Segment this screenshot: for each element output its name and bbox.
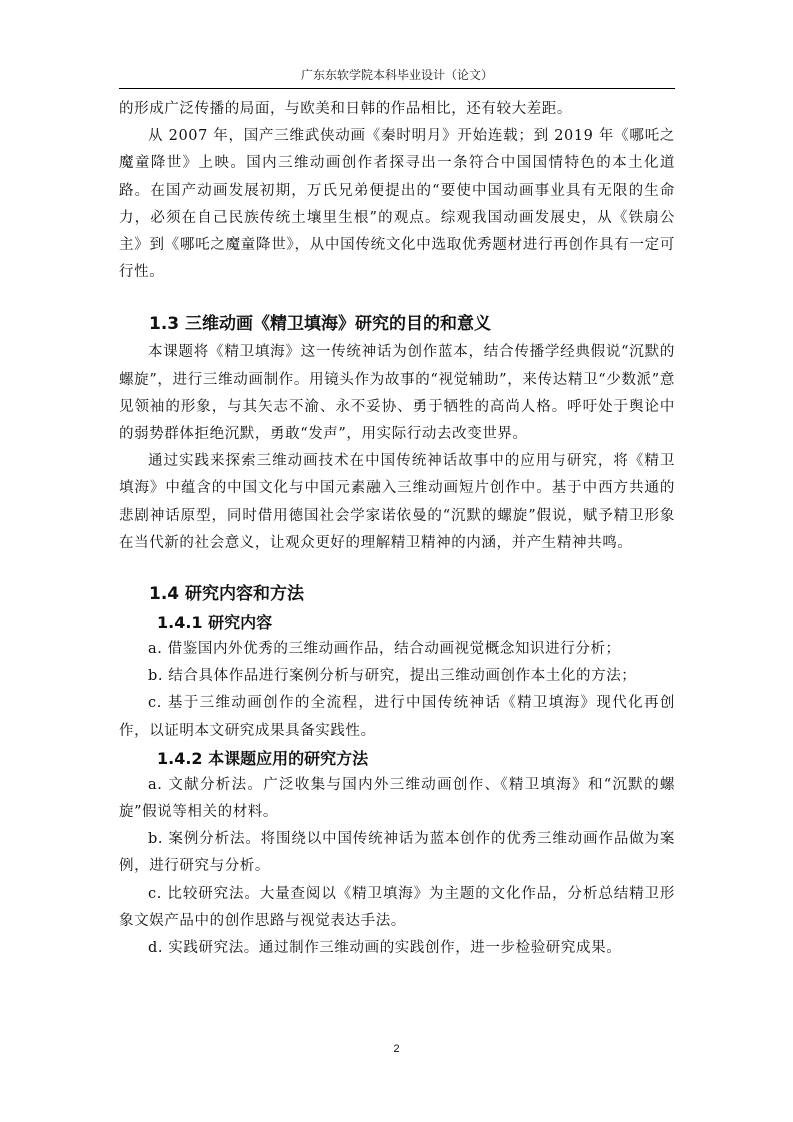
list-item: a. 借鉴国内外优秀的三维动画作品，结合动画视觉概念知识进行分析； (148, 641, 621, 658)
subsection-heading-1-4-1: 1.4.1 研究内容 (157, 613, 273, 633)
paragraph: 通过实践来探索三维动画技术在中国传统神话故事中的应用与研究，将《精卫填海》中蕴含的中国文化与中国元素融入三维动画短片创作中。基于中西方共通的悲剧神话原型，同时借用德国社会学家诺依曼的“沉默的螺旋”假说，赋予精卫形象在当代新的社会意义，让观众更好的理解精卫精神的内涵，并产生精神共鸣。 (119, 453, 675, 551)
running-header: 广东东软学院本科毕业设计（论文） (300, 68, 493, 82)
paragraph: 的形成广泛传播的局面，与欧美和日韩的作品相比，还有较大差距。 (119, 101, 572, 117)
page-body (119, 96, 675, 962)
page-number: 2 (393, 1043, 400, 1055)
paragraph: 从 2007 年，国产三维武侠动画《秦时明月》开始连载；到 2019 年《哪吒之魔童降世》上映。国内三维动画创作者探寻出一条符合中国国情特色的本土化道路。在国产动画发展初期，万氏兄弟便提出的“要使中国动画事业具有无限的生命力，必须在自己民族传统土壤里生根”的观点。综观我国动画发展史，从《铁扇公主》到《哪吒之魔童降世》，从中国传统文化中选取优秀题材进行再创作具有一定可行性。 (119, 128, 675, 281)
section-heading-1-3: 1.3 三维动画《精卫填海》研究的目的和意义 (149, 314, 492, 335)
paragraph: 本课题将《精卫填海》这一传统神话为创作蓝本，结合传播学经典假说“沉默的螺旋”，进行三维动画制作。用镜头作为故事的“视觉辅助”，来传达精卫“少数派”意见领袖的形象，与其矢志不渝、永不妥协、勇于牺牲的高尚人格。呼吁处于舆论中的弱势群体拒绝沉默，勇敢“发声”，用实际行动去改变世界。 (119, 344, 675, 443)
list-item: c. 基于三维动画创作的全流程，进行中国传统神话《精卫填海》现代化再创作，以证明本文研究成果具备实践性。 (119, 695, 675, 739)
list-item: a. 文献分析法。广泛收集与国内外三维动画创作、《精卫填海》和“沉默的螺旋”假说等相关的材料。 (119, 776, 675, 821)
subsection-heading-1-4-2: 1.4.2 本课题应用的研究方法 (157, 748, 369, 768)
list-item: c. 比较研究法。大量查阅以《精卫填海》为主题的文化作品，分析总结精卫形象文娱产品中的创作思路与视觉表达手法。 (119, 885, 675, 929)
header-divider (119, 88, 675, 89)
list-item: b. 案例分析法。将围绕以中国传统神话为蓝本创作的优秀三维动画作品做为案例，进行研究与分析。 (119, 831, 675, 875)
section-heading-1-4: 1.4 研究内容和方法 (149, 584, 305, 605)
list-item: d. 实践研究法。通过制作三维动画的实践创作，进一步检验研究成果。 (148, 940, 622, 957)
list-item: b. 结合具体作品进行案例分析与研究，提出三维动画创作本土化的方法； (148, 668, 637, 685)
